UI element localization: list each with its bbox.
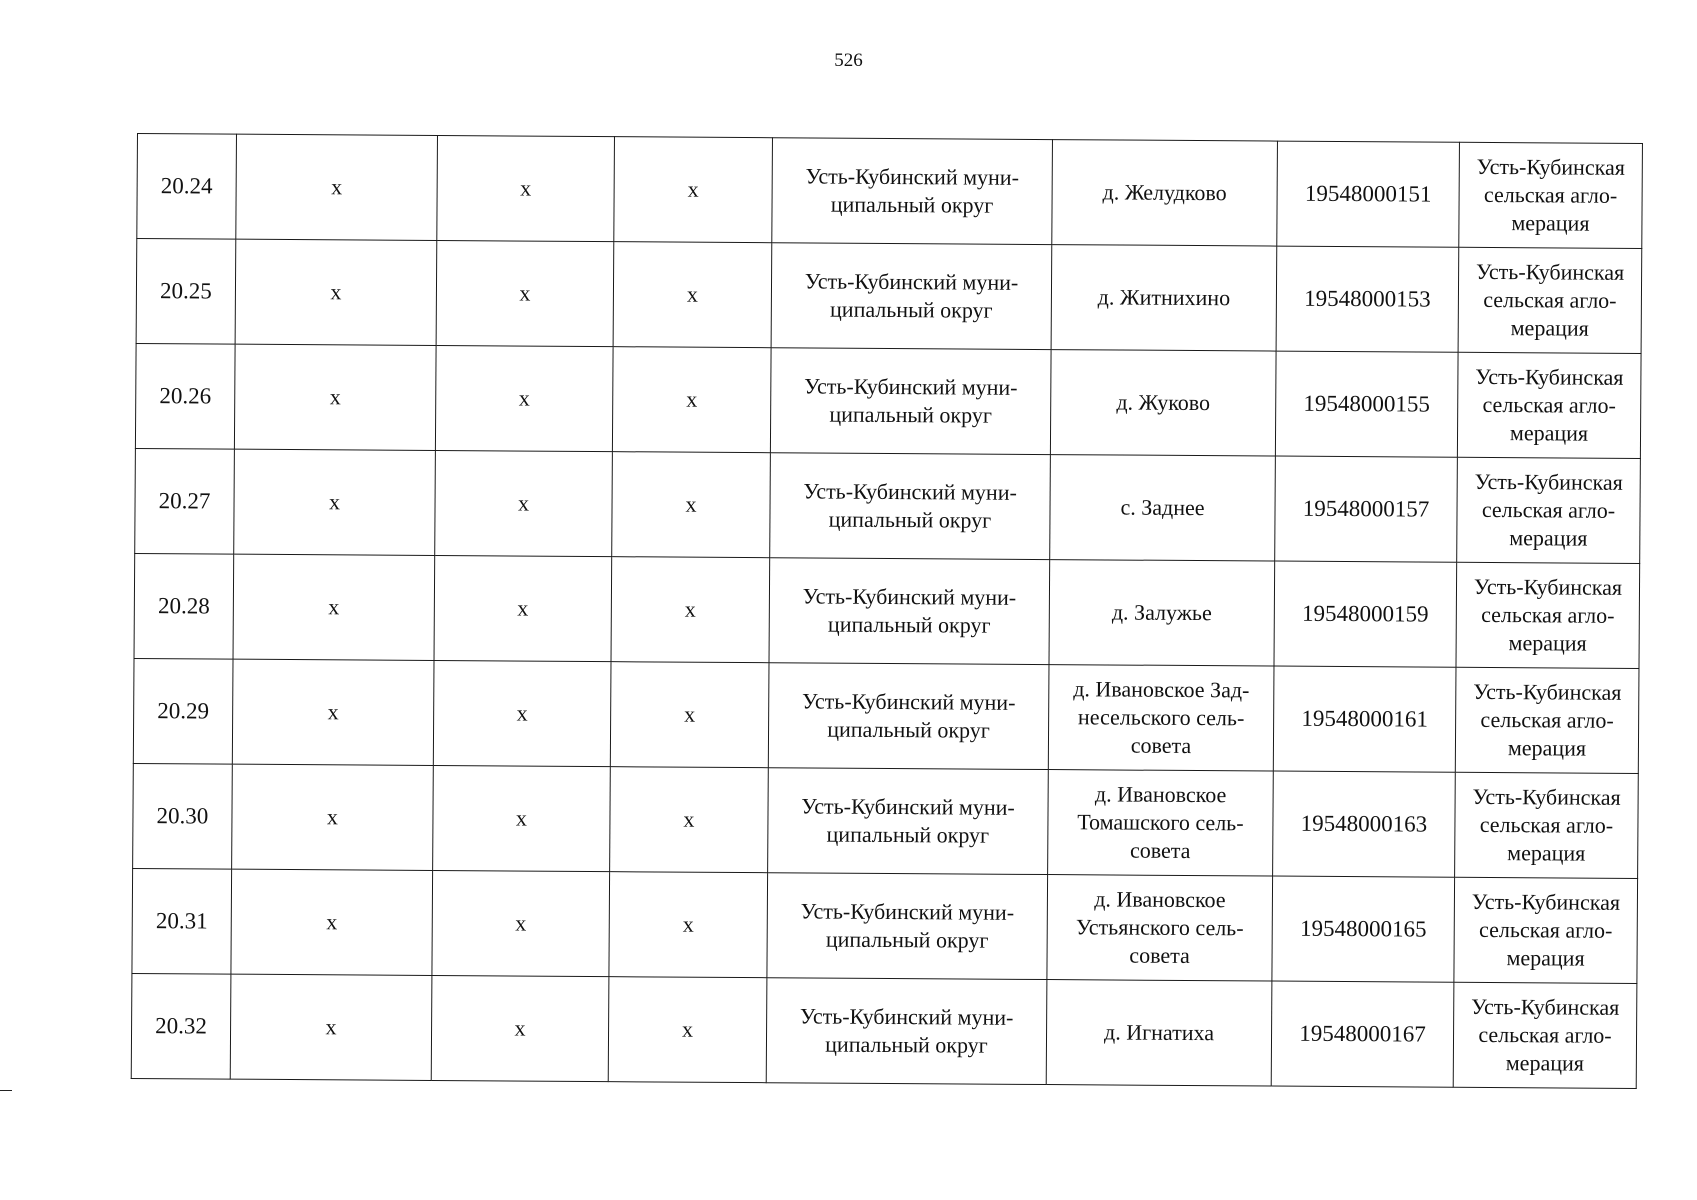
- agglomeration-cell: Усть-Кубинская сельская агло- мерация: [1457, 457, 1641, 563]
- oktmo-code-cell: 19548000161: [1273, 666, 1456, 772]
- oktmo-code-cell: 19548000151: [1277, 141, 1460, 247]
- municipal-okrug-cell: Усть-Кубинский муни- ципальный округ: [766, 978, 1047, 1085]
- mark-cell-1: х: [230, 974, 432, 1080]
- mark-cell-3: х: [610, 767, 769, 873]
- table-row: [135, 448, 1641, 563]
- row-number-cell: 20.25: [136, 239, 236, 345]
- oktmo-code-cell: 19548000163: [1273, 771, 1456, 877]
- mark-cell-1: х: [231, 869, 433, 975]
- settlement-cell: д. Желудково: [1052, 140, 1278, 246]
- row-number-cell: 20.32: [131, 973, 231, 1079]
- mark-cell-2: х: [432, 870, 610, 976]
- row-number-cell: 20.27: [135, 448, 235, 554]
- mark-cell-2: х: [437, 135, 615, 241]
- mark-cell-3: х: [611, 557, 770, 663]
- mark-cell-1: х: [232, 764, 434, 870]
- oktmo-code-cell: 19548000153: [1276, 246, 1459, 352]
- row-number-cell: 20.28: [134, 553, 234, 659]
- mark-cell-1: х: [232, 659, 434, 765]
- mark-cell-2: х: [436, 240, 614, 346]
- table-row: [132, 868, 1638, 983]
- mark-cell-1: х: [235, 239, 437, 345]
- settlement-cell: д. Игнатиха: [1046, 980, 1272, 1086]
- mark-cell-2: х: [435, 345, 613, 451]
- mark-cell-3: х: [614, 137, 773, 243]
- table-body: [131, 134, 1642, 1089]
- oktmo-code-cell: 19548000157: [1275, 456, 1458, 562]
- page-number: 526: [834, 50, 863, 71]
- row-number-cell: 20.24: [137, 134, 237, 240]
- table-row: [137, 134, 1643, 249]
- row-number-cell: 20.26: [135, 343, 235, 449]
- mark-cell-3: х: [612, 347, 771, 453]
- table-row: [135, 343, 1641, 458]
- mark-cell-1: х: [233, 554, 435, 660]
- row-number-cell: 20.31: [132, 868, 232, 974]
- settlement-cell: д. Житнихино: [1051, 245, 1277, 351]
- settlement-cell: с. Заднее: [1050, 455, 1276, 561]
- row-number-cell: 20.30: [133, 763, 233, 869]
- oktmo-code-cell: 19548000159: [1274, 561, 1457, 667]
- mark-cell-3: х: [610, 662, 769, 768]
- mark-cell-2: х: [433, 765, 611, 871]
- mark-cell-1: х: [234, 344, 436, 450]
- agglomeration-cell: Усть-Кубинская сельская агло- мерация: [1456, 562, 1640, 668]
- municipal-okrug-cell: Усть-Кубинский муни- ципальный округ: [771, 243, 1052, 350]
- agglomeration-cell: Усть-Кубинская сельская агло- мерация: [1455, 772, 1639, 878]
- agglomeration-cell: Усть-Кубинская сельская агло- мерация: [1454, 877, 1638, 983]
- agglomeration-cell: Усть-Кубинская сельская агло- мерация: [1455, 667, 1639, 773]
- row-number-cell: 20.29: [133, 658, 233, 764]
- municipal-okrug-cell: Усть-Кубинский муни- ципальный округ: [768, 663, 1049, 770]
- mark-cell-3: х: [609, 872, 768, 978]
- municipal-okrug-cell: Усть-Кубинский муни- ципальный округ: [767, 873, 1048, 980]
- municipal-okrug-cell: Усть-Кубинский муни- ципальный округ: [770, 348, 1051, 455]
- table-row: [134, 553, 1640, 668]
- settlement-cell: д. Залужье: [1049, 560, 1275, 666]
- settlements-table-wrapper: [131, 133, 1642, 1089]
- table-row: [133, 658, 1639, 773]
- mark-cell-3: х: [613, 242, 772, 348]
- municipal-okrug-cell: Усть-Кубинский муни- ципальный округ: [772, 138, 1053, 245]
- agglomeration-cell: Усть-Кубинская сельская агло- мерация: [1457, 352, 1641, 458]
- mark-cell-3: х: [612, 452, 771, 558]
- settlement-cell: д. Жуково: [1050, 350, 1276, 456]
- mark-cell-1: х: [234, 449, 436, 555]
- oktmo-code-cell: 19548000167: [1271, 981, 1454, 1087]
- agglomeration-cell: Усть-Кубинская сельская агло- мерация: [1459, 142, 1643, 248]
- mark-cell-3: х: [608, 977, 767, 1083]
- mark-cell-2: х: [431, 975, 609, 1081]
- table-row: [136, 239, 1642, 354]
- margin-mark: [0, 1090, 12, 1091]
- settlement-cell: д. Ивановское Томашского сель- совета: [1048, 770, 1274, 876]
- table-row: [131, 973, 1637, 1088]
- municipal-okrug-cell: Усть-Кубинский муни- ципальный округ: [770, 453, 1051, 560]
- oktmo-code-cell: 19548000165: [1272, 876, 1455, 982]
- settlement-cell: д. Ивановское Зад- несельского сель- совета: [1048, 665, 1274, 771]
- oktmo-code-cell: 19548000155: [1275, 351, 1458, 457]
- mark-cell-1: х: [236, 134, 438, 240]
- municipal-okrug-cell: Усть-Кубинский муни- ципальный округ: [768, 768, 1049, 875]
- agglomeration-cell: Усть-Кубинская сельская агло- мерация: [1458, 247, 1642, 353]
- mark-cell-2: х: [435, 450, 613, 556]
- mark-cell-2: х: [433, 660, 611, 766]
- mark-cell-2: х: [434, 555, 612, 661]
- settlement-cell: д. Ивановское Устьянского сель- совета: [1047, 875, 1273, 981]
- agglomeration-cell: Усть-Кубинская сельская агло- мерация: [1453, 982, 1637, 1088]
- table-row: [133, 763, 1639, 878]
- municipal-okrug-cell: Усть-Кубинский муни- ципальный округ: [769, 558, 1050, 665]
- settlements-table: [131, 133, 1643, 1089]
